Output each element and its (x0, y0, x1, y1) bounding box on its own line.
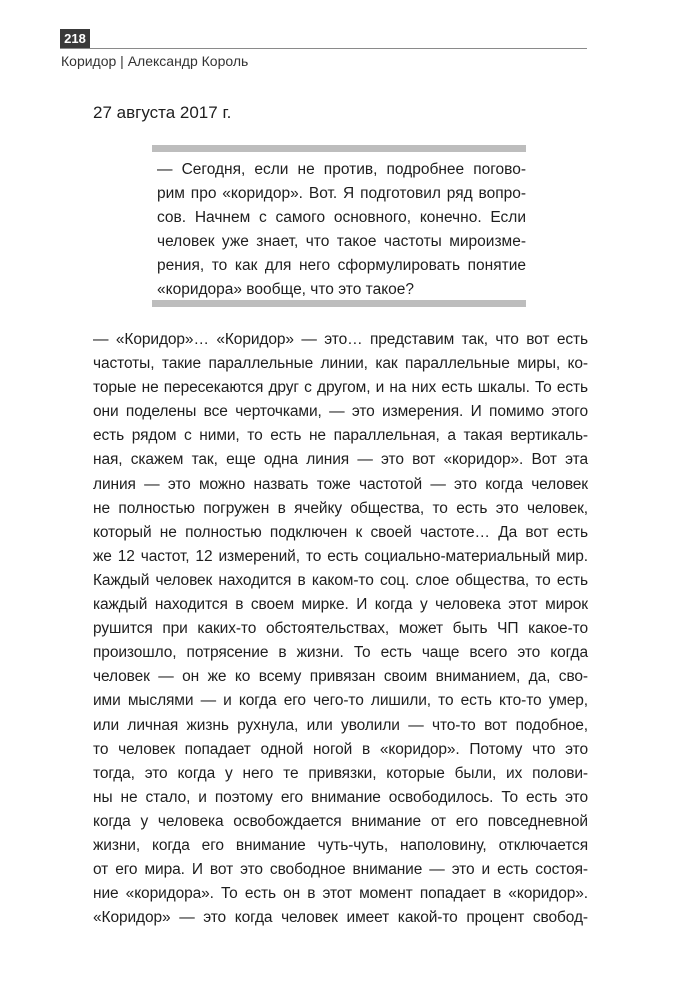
body-line: ная, скажем так, еще одна линия — это вот «коридор». Вот эта (93, 451, 588, 469)
question-text (157, 158, 526, 302)
header-divider (60, 48, 587, 49)
body-line: от его мира. И вот это свободное внимание — это и есть состоя- (93, 861, 588, 879)
question-line: рения, то как для него сформулировать понятие (157, 257, 526, 274)
question-bottom-bar (152, 300, 526, 307)
body-line: частоты, такие параллельные линии, как параллельные миры, ко- (93, 355, 588, 373)
body-line: рушится при каких-то обстоятельствах, может быть ЧП какое-то (93, 620, 588, 638)
body-line: который не полностью подключен к своей частоте… Да вот есть (93, 523, 588, 541)
body-line: ны не стало, и поэтому его внимание освободилось. То есть это (93, 788, 588, 806)
question-line: «коридора» вообще, что это такое? (157, 281, 415, 298)
body-line: то человек попадает одной ногой в «коридор». Потому что это (93, 740, 588, 758)
body-line: линия — это можно назвать тоже частотой — это когда человек (93, 475, 588, 493)
question-line: сов. Начнем с самого основного, конечно. Если (157, 209, 526, 226)
body-line: жизни, когда его внимание чуть-чуть, наполовину, отключается (93, 836, 588, 854)
body-line: Каждый человек находится в каком-то соц. слое общества, то есть (93, 571, 588, 589)
body-line: или личная жизнь рухнула, или уволили — что-то вот подобное, (93, 716, 588, 734)
body-line: «Коридор» — это когда человек имеет какой-то процент свобод- (93, 909, 588, 927)
body-line: тогда, это когда у него те привязки, которые были, их полови- (93, 764, 588, 782)
body-line: когда у человека освобождается внимание от его повседневной (93, 812, 588, 830)
question-block (152, 145, 526, 307)
body-line: каждый находится в своем мирке. И когда у человека этот мирок (93, 596, 588, 614)
body-line: же 12 частот, 12 измерений, то есть социально-материальный мир. (93, 547, 588, 565)
body-line: — «Коридор»… «Коридор» — это… представим так, что вот есть (93, 331, 588, 348)
body-line: есть рядом с ними, то есть не параллельная, а такая вертикаль- (93, 427, 588, 445)
question-line: рим про «коридор». Вот. Я подготовил ряд вопро- (157, 185, 526, 202)
question-line: — Сегодня, если не против, подробнее погово- (157, 161, 526, 178)
running-head: Коридор | Александр Король (61, 53, 249, 69)
question-line: человек уже знает, что такое частоты мироизме- (157, 233, 526, 250)
body-line: ими мыслями — и когда его чего-то лишили, то есть кто-то умер, (93, 692, 588, 710)
body-line: ние «коридора». То есть он в этот момент попадает в «коридор». (93, 885, 588, 903)
entry-date: 27 августа 2017 г. (93, 103, 232, 122)
page-number: 218 (60, 29, 90, 49)
body-line: не полностью погружен в ячейку общества, то есть это человек, (93, 499, 588, 517)
body-line: торые не пересекаются друг с другом, и на них есть шкалы. То есть (93, 379, 588, 397)
question-top-bar (152, 145, 526, 152)
body-line: человек — он же ко всему привязан своим вниманием, да, сво- (93, 668, 588, 686)
body-line: они поделены все черточками, — это измерения. И помимо этого (93, 403, 588, 421)
answer-text (93, 328, 588, 930)
body-line: произошло, потрясение в жизни. То есть чаще всего это когда (93, 644, 588, 662)
